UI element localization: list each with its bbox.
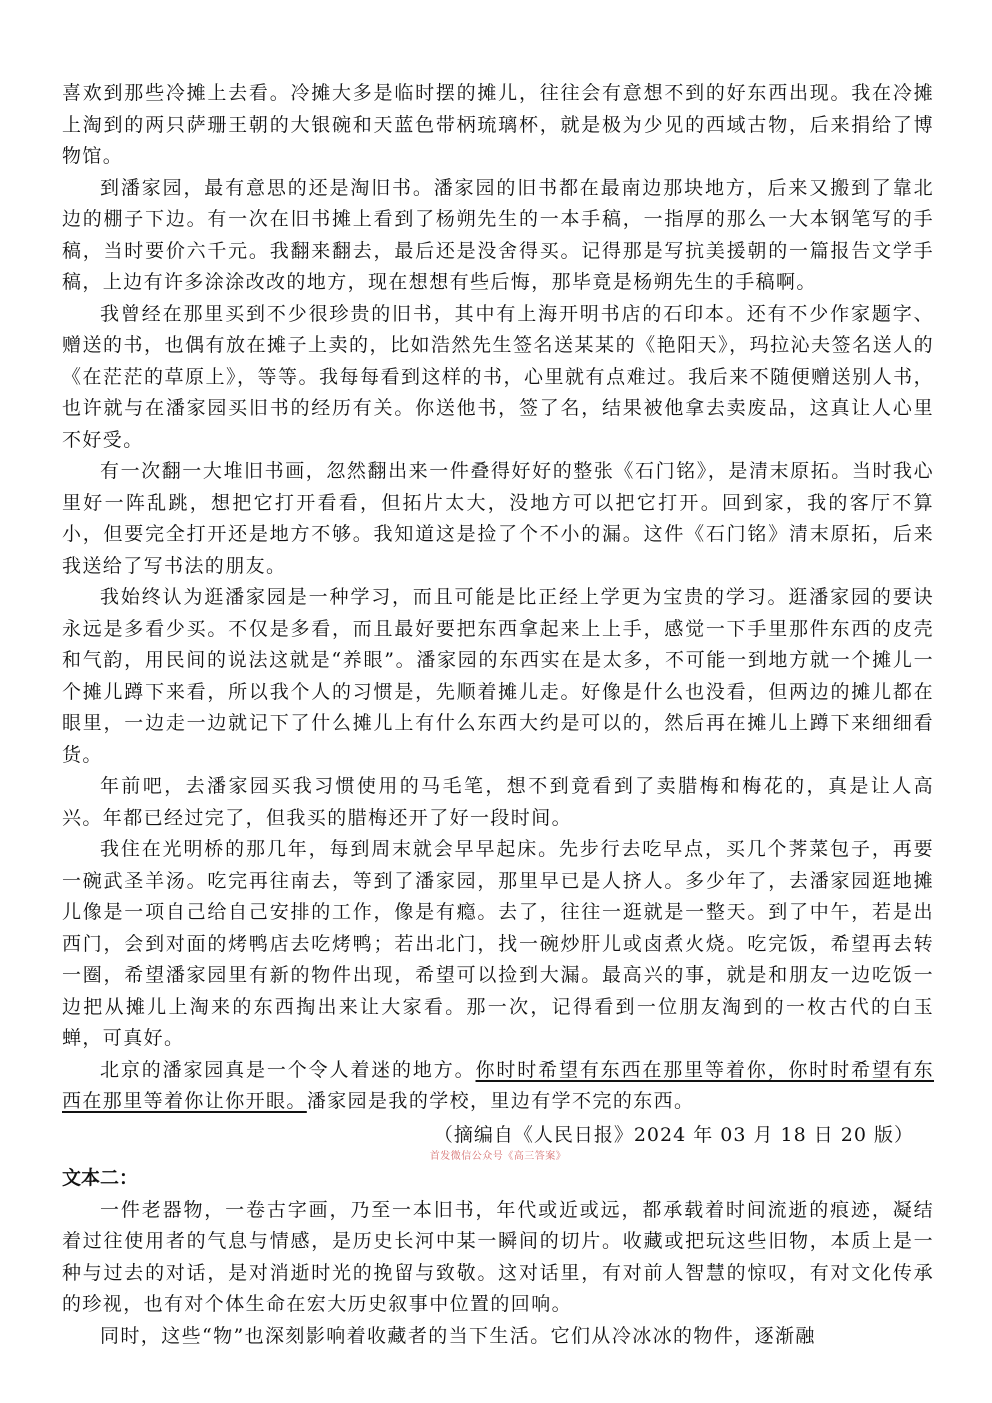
text-one-paragraph-2: 到潘家园，最有意思的还是淘旧书。潘家园的旧书都在最南边那块地方，后来又搬到了靠北边的棚子下边。有一次在旧书摊上看到了杨朔先生的一本手稿，一指厚的那么一大本钢笔写的手稿，当时要价六千元。我翻来翻去，最后还是没舍得买。记得那是写抗美援朝的一篇报告文学手稿，上边有许多涂涂改改的地方，现在想想有些后悔，那毕竟是杨朔先生的手稿啊。 <box>62 176 934 293</box>
paragraph-8-start: 北京的潘家园真是一个令人着迷的地方。 <box>100 1058 476 1081</box>
document-page <box>62 78 934 1352</box>
text-one-paragraph-5: 我始终认为逛潘家园是一种学习，而且可能是比正经上学更为宝贵的学习。逛潘家园的要诀永远是多看少买。不仅是多看，而且最好要把东西拿起来上上手，感觉一下手里那件东西的皮壳和气韵，用民间的说法这就是“养眼”。潘家园的东西实在是太多，不可能一到地方就一个摊儿一个摊儿蹲下来看，所以我个人的习惯是，先顺着摊儿走。好像是什么也没看，但两边的摊儿都在眼里，一边走一边就记下了什么摊儿上有什么东西大约是可以的，然后再在摊儿上蹲下来细细看货。 <box>62 586 934 766</box>
text-one-paragraph-7: 我住在光明桥的那几年，每到周末就会早早起床。先步行去吃早点，买几个荠菜包子，再要一碗武圣羊汤。吃完再往南去，等到了潘家园，那里早已是人挤人。多少年了，去潘家园逛地摊儿像是一项自己给自己安排的工作，像是有瘾。去了，往往一逛就是一整天。到了中午，若是出西门，会到对面的烤鸭店去吃烤鸭；若出北门，找一碗炒肝儿或卤煮火烧。吃完饭，希望再去转一圈，希望潘家园里有新的物件出现，希望可以捡到大漏。最高兴的事，就是和朋友一边吃饭一边把从摊儿上淘来的东西掏出来让大家看。那一次，记得看到一位朋友淘到的一枚古代的白玉蝉，可真好。 <box>62 838 934 1049</box>
text-one-paragraph-3: 我曾经在那里买到不少很珍贵的旧书，其中有上海开明书店的石印本。还有不少作家题字、赠送的书，也偶有放在摊子上卖的，比如浩然先生签名送某某的《艳阳天》，玛拉沁夫签名送人的《在茫茫的草原上》，等等。我每每看到这样的书，心里就有点难过。我后来不随便赠送别人书，也许就与在潘家园买旧书的经历有关。你送他书，签了名，结果被他拿去卖废品，这真让人心里不好受。 <box>62 302 934 451</box>
text-two-paragraph-1: 一件老器物，一卷古字画，乃至一本旧书，年代或近或远，都承载着时间流逝的痕迹，凝结着过往使用者的气息与情感，是历史长河中某一瞬间的切片。收藏或把玩这些旧物，本质上是一种与过去的对话，是对消逝时光的挽留与致敬。这对话里，有对前人智慧的惊叹，有对文化传承的珍视，也有对个体生命在宏大历史叙事中位置的回响。 <box>62 1198 934 1315</box>
text-two-title: 文本二： <box>62 1167 139 1189</box>
text-one-paragraph-8 <box>62 1055 934 1118</box>
watermark-text: 首发微信公众号《高三答案》 <box>429 1151 567 1162</box>
source-citation: （摘编自《人民日报》2024 年 03 月 18 日 20 版） <box>433 1123 914 1146</box>
text-two-paragraph-2: 同时，这些“物”也深刻影响着收藏者的当下生活。它们从冷冰冰的物件，逐渐融 <box>100 1324 816 1347</box>
text-one-paragraph-4: 有一次翻一大堆旧书画，忽然翻出来一件叠得好好的整张《石门铭》，是清末原拓。当时我心里好一阵乱跳，想把它打开看看，但拓片太大，没地方可以把它打开。回到家，我的客厅不算小，但要完全打开还是地方不够。我知道这是捡了个不小的漏。这件《石门铭》清末原拓，后来我送给了写书法的朋友。 <box>62 460 934 577</box>
text-one-paragraph-6: 年前吧，去潘家园买我习惯使用的马毛笔，想不到竟看到了卖腊梅和梅花的，真是让人高兴。年都已经过完了，但我买的腊梅还开了好一段时间。 <box>62 775 934 829</box>
underlined-sentence: 你时时希望有东西在那里等着你，你时时希望有东西在那里等着你让你开眼。 <box>62 1058 935 1112</box>
text-one-paragraph-1: 喜欢到那些冷摊上去看。冷摊大多是临时摆的摊儿，往往会有意想不到的好东西出现。我在冷摊上淘到的两只萨珊王朝的大银碗和天蓝色带柄琉璃杯，就是极为少见的西域古物，后来捐给了博物馆。 <box>62 82 934 167</box>
paragraph-8-end: 潘家园是我的学校，里边有学不完的东西。 <box>306 1090 695 1112</box>
